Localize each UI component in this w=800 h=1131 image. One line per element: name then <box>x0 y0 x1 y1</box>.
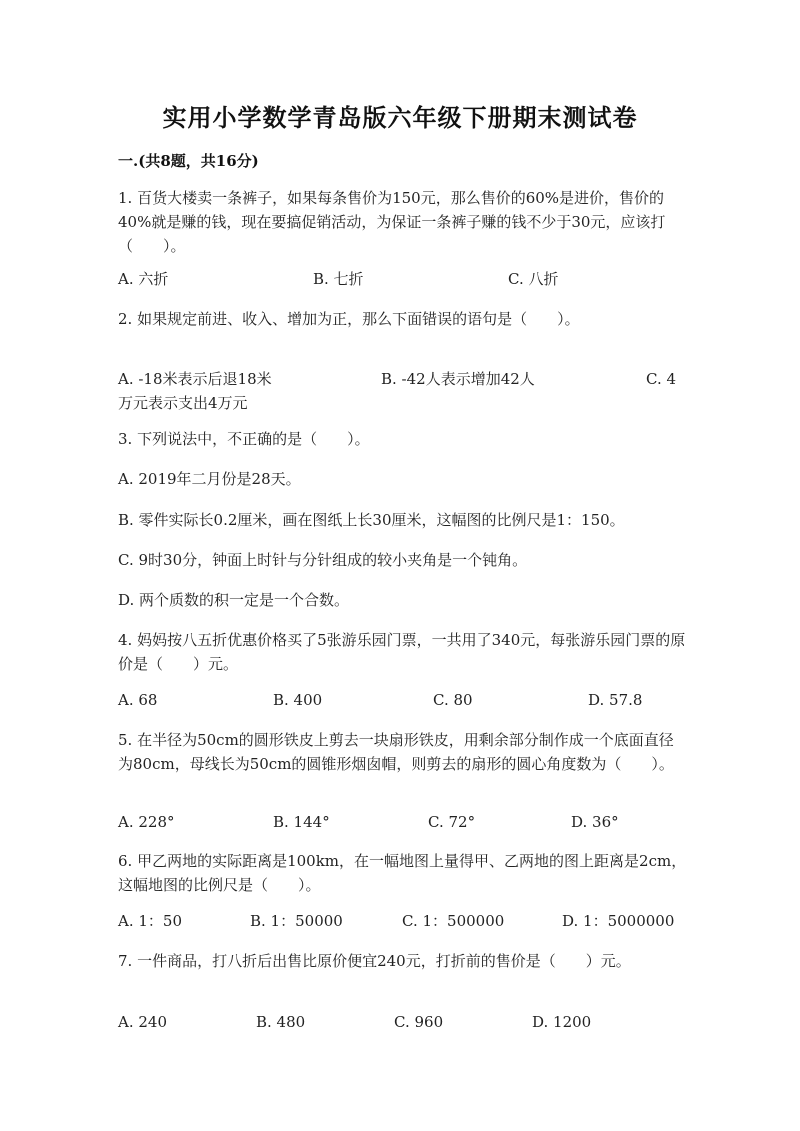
question-2-options-wrap <box>118 367 688 412</box>
question-4-options <box>118 688 688 712</box>
question-4-stem: 4. 妈妈按八五折优惠价格买了5张游乐园门票，一共用了340元，每张游乐园门票的原价是（ ）元。 <box>118 631 686 673</box>
question-6-option-d[interactable]: D. 1：5000000 <box>562 912 675 930</box>
question-2-option-a[interactable]: A. -18米表示后退18米 <box>118 370 272 388</box>
question-5-option-c[interactable]: C. 72° <box>428 813 476 831</box>
question-1-option-b[interactable]: B. 七折 <box>313 270 364 288</box>
question-7-stem: 7. 一件商品，打八折后出售比原价便宜240元，打折前的售价是（ ）元。 <box>118 952 631 970</box>
question-7-option-a[interactable]: A. 240 <box>118 1013 167 1031</box>
question-1-stem: 1. 百货大楼卖一条裤子，如果每条售价为150元，那么售价的60%是进价，售价的40%就是赚的钱，现在要搞促销活动，为保证一条裤子赚的钱不少于30元，应该打（ ）。 <box>118 189 666 255</box>
question-6-option-b[interactable]: B. 1：50000 <box>250 912 343 930</box>
question-4-option-c[interactable]: C. 80 <box>433 691 473 709</box>
question-5-option-a[interactable]: A. 228° <box>118 813 175 831</box>
question-3-option-a[interactable]: A. 2019年二月份是28天。 <box>118 470 301 488</box>
question-3-option-b[interactable]: B. 零件实际长0.2厘米，画在图纸上长30厘米，这幅图的比例尺是1：150。 <box>118 511 625 529</box>
question-5-stem: 5. 在半径为50cm的圆形铁皮上剪去一块扇形铁皮，用剩余部分制作成一个底面直径为80cm，母线长为50cm的圆锥形烟囱帽，则剪去的扇形的圆心角度数为（ ）。 <box>118 731 674 773</box>
question-6-option-c[interactable]: C. 1：500000 <box>402 912 505 930</box>
question-1-options <box>118 267 688 291</box>
question-3-option-d[interactable]: D. 两个质数的积一定是一个合数。 <box>118 591 350 609</box>
page-title: 实用小学数学青岛版六年级下册期末测试卷 <box>162 103 638 132</box>
question-3-stem: 3. 下列说法中，不正确的是（ ）。 <box>118 430 370 448</box>
question-4-option-d[interactable]: D. 57.8 <box>588 691 643 709</box>
question-7-option-d[interactable]: D. 1200 <box>532 1013 592 1031</box>
question-7-option-c[interactable]: C. 960 <box>394 1013 444 1031</box>
question-6-options <box>118 909 688 933</box>
question-6-option-a[interactable]: A. 1：50 <box>118 912 182 930</box>
question-6-stem: 6. 甲乙两地的实际距离是100km，在一幅地图上量得甲、乙两地的图上距离是2cm，这幅地图的比例尺是（ ）。 <box>118 852 687 894</box>
question-2-option-b[interactable]: B. -42人表示增加42人 <box>381 370 535 388</box>
question-2-option-c-text: C. 4万元表示支出4万元 <box>118 370 677 412</box>
question-5-option-d[interactable]: D. 36° <box>571 813 619 831</box>
question-1-option-c[interactable]: C. 八折 <box>508 270 559 288</box>
question-7-option-b[interactable]: B. 480 <box>256 1013 306 1031</box>
question-2-stem: 2. 如果规定前进、收入、增加为正，那么下面错误的语句是（ ）。 <box>118 310 580 328</box>
question-5-options <box>118 810 688 834</box>
question-3-option-c[interactable]: C. 9时30分，钟面上时针与分针组成的较小夹角是一个钝角。 <box>118 551 528 569</box>
section-heading: 一.(共8题，共16分) <box>118 152 259 170</box>
question-4-option-b[interactable]: B. 400 <box>273 691 323 709</box>
question-7-options <box>118 1010 688 1034</box>
question-5-option-b[interactable]: B. 144° <box>273 813 330 831</box>
question-4-option-a[interactable]: A. 68 <box>118 691 158 709</box>
question-1-option-a[interactable]: A. 六折 <box>118 270 169 288</box>
